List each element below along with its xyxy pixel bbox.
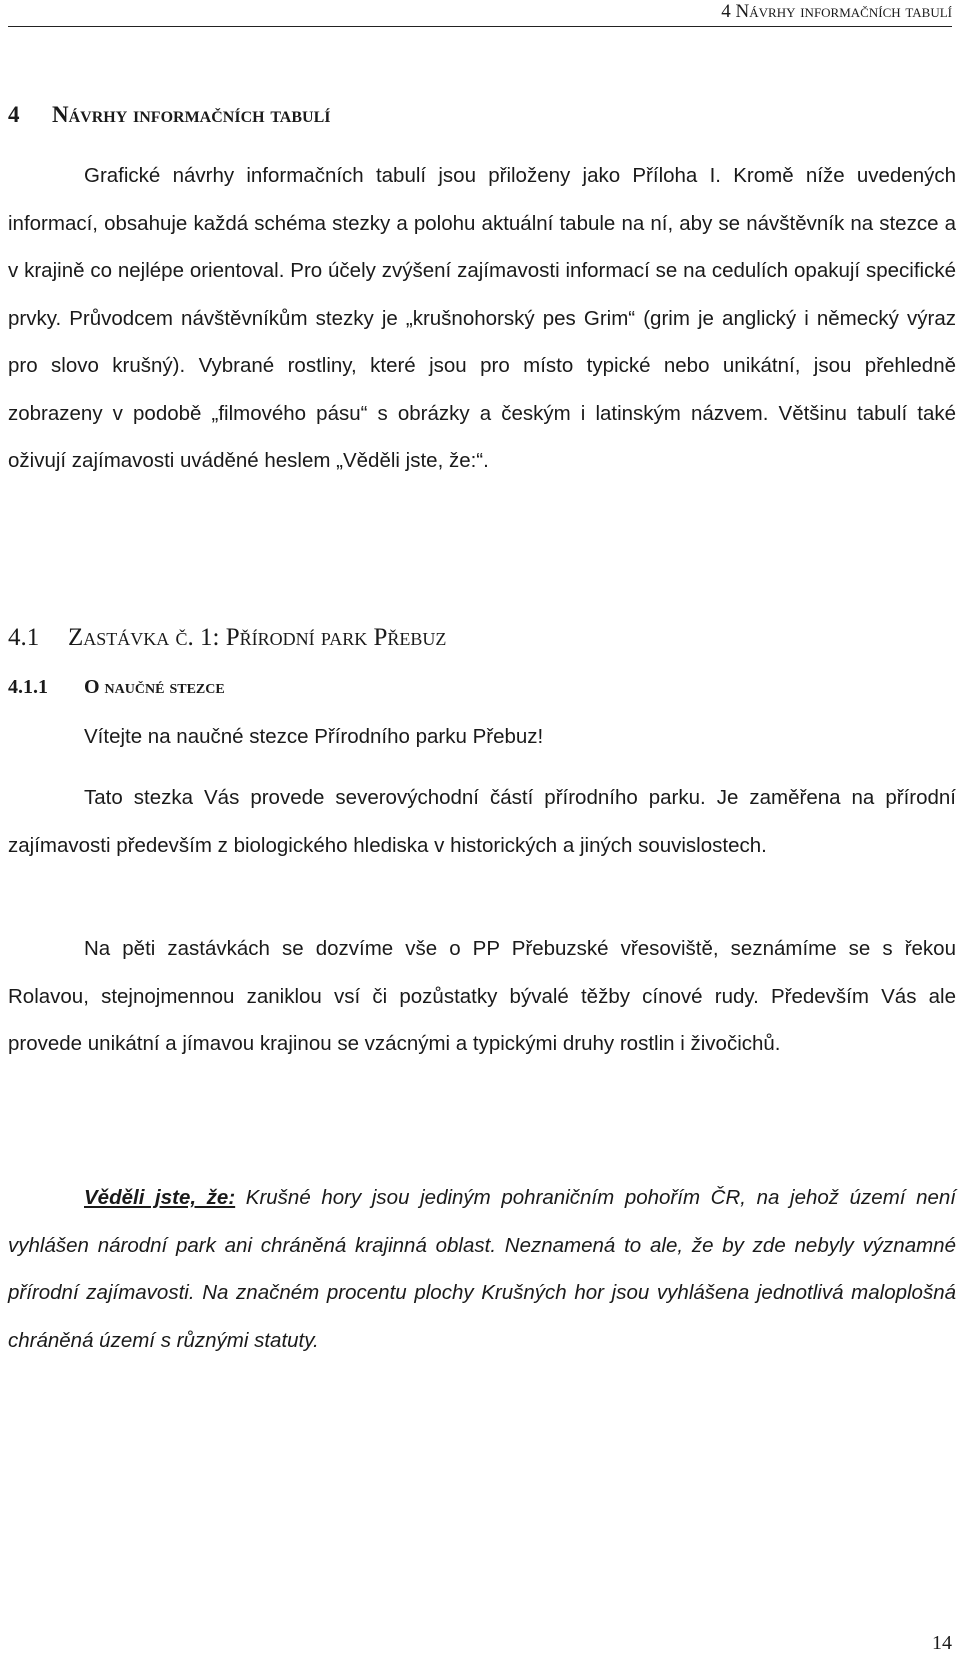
did-you-know-paragraph	[8, 1174, 956, 1364]
page-number: 14	[932, 1632, 952, 1654]
running-header-text: 4 Návrhy informačních tabulí	[721, 1, 952, 22]
chapter-heading	[8, 102, 331, 128]
subsection-number: 4.1.1	[8, 676, 48, 698]
section-number: 4.1	[8, 624, 40, 651]
chapter-title: Návrhy informačních tabulí	[52, 102, 331, 127]
route-paragraph: Tato stezka Vás provede severovýchodní částí přírodního parku. Je zaměřena na přírodní zajímavosti především z biologického hlediska v historických a jiných souvislostech.	[8, 786, 956, 857]
did-you-know-text: Krušné hory jsou jediným pohraničním pohořím ČR, na jehož území není vyhlášen národní park ani chráněná krajinná oblast. Neznamená to ale, že by zde nebyly významné přírodní zajímavosti. Na značném procentu plochy Krušných hor jsou vyhlášena jednotlivá maloplošná chráněná území s různými statuty.	[8, 1186, 956, 1352]
section-heading	[8, 624, 446, 652]
chapter-number: 4	[8, 102, 20, 127]
running-header	[8, 0, 952, 27]
subsection-heading	[8, 676, 225, 699]
section-title: Zastávka č. 1: Přírodní park Přebuz	[68, 624, 447, 651]
stops-paragraph: Na pěti zastávkách se dozvíme vše o PP Přebuzské vřesoviště, seznámíme se s řekou Rolavou, stejnojmennou zaniklou vsí či pozůstatky bývalé těžby cínové rudy. Především Vás ale provede unikátní a jímavou krajinou se vzácnými a typickými druhy rostlin i živočichů.	[8, 937, 956, 1055]
did-you-know-lead: Věděli jste, že:	[84, 1186, 236, 1209]
intro-paragraph: Grafické návrhy informačních tabulí jsou přiloženy jako Příloha I. Kromě níže uvedených informací, obsahuje každá schéma stezky a polohu aktuální tabule na ní, aby se návštěvník na stezce a v krajině co nejlépe orientoval. Pro účely zvýšení zajímavosti informací se na cedulích opakují specifické prvky. Průvodcem návštěvníkům stezky je „krušnohorský pes Grim“ (grim je anglický i německý výraz pro slovo krušný). Vybrané rostliny, které jsou pro místo typické nebo unikátní, jsou přehledně zobrazeny v podobě „filmového pásu“ s obrázky a českým i latinským názvem. Většinu tabulí také oživují zajímavosti uváděné heslem „Věděli jste, že:“.	[8, 164, 956, 472]
subsection-title: O naučné stezce	[84, 676, 225, 698]
welcome-line: Vítejte na naučné stezce Přírodního parku Přebuz!	[84, 725, 544, 748]
